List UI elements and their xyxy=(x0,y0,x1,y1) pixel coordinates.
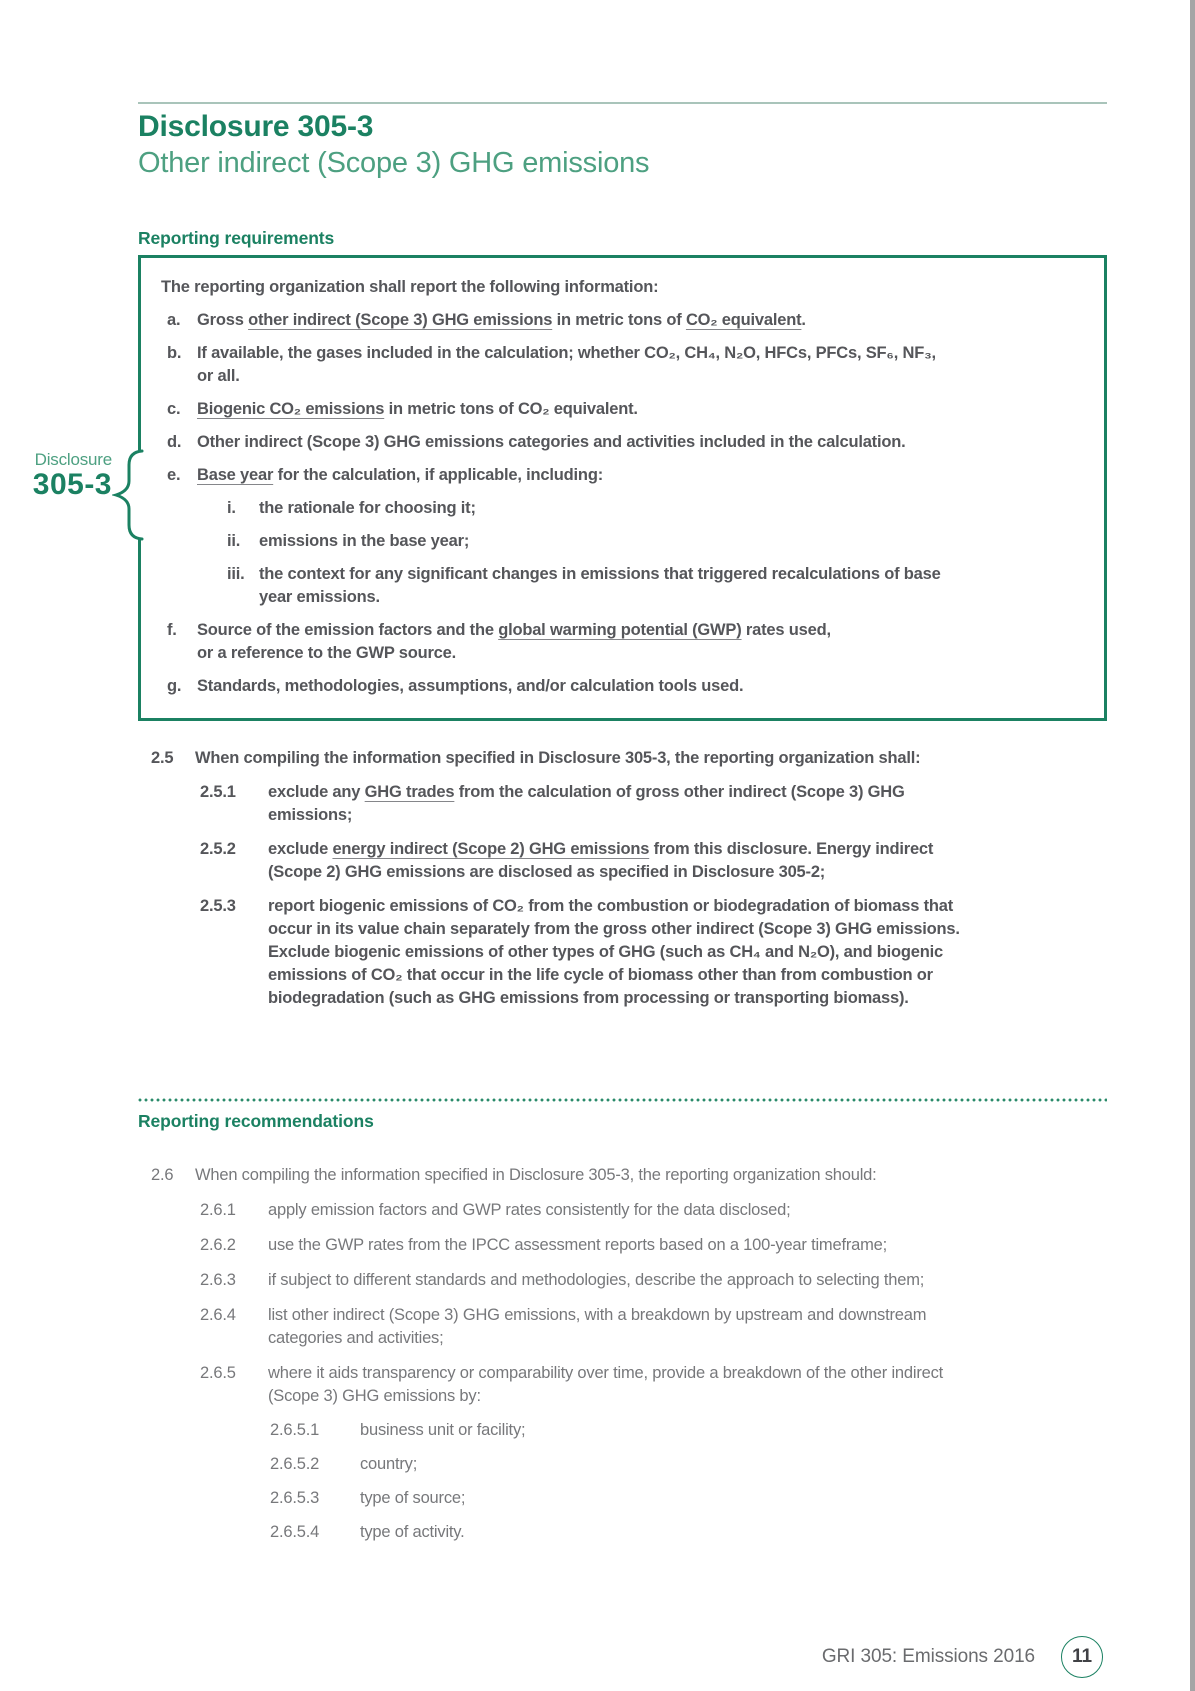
requirement-item xyxy=(161,464,1084,487)
requirement-subitem xyxy=(227,530,1084,553)
clause-item-number: 2.6.5.1 xyxy=(270,1421,320,1439)
requirement-subitem-number: iii. xyxy=(227,565,245,583)
requirement-item-text: Base year for the calculation, if applicable, including: xyxy=(197,466,603,484)
margin-label-word: Disclosure xyxy=(34,450,112,469)
clause-item-number: 2.5 xyxy=(151,749,174,767)
margin-label-number: 305-3 xyxy=(32,468,112,501)
clause-item-text: When compiling the information specified in Disclosure 305-3, the reporting organization shall: xyxy=(195,749,921,767)
clause-item-text: where it aids transparency or comparability over time, provide a breakdown of the other indirect (Scope 3) GHG emissions by: xyxy=(268,1364,944,1405)
header-rule xyxy=(138,102,1107,104)
page-subtitle: Other indirect (Scope 3) GHG emissions xyxy=(138,147,650,179)
clause-item-number: 2.5.1 xyxy=(200,783,236,801)
clause-item-number: 2.6.5.2 xyxy=(270,1455,320,1473)
requirement-item xyxy=(161,342,1084,388)
requirement-item-text: Other indirect (Scope 3) GHG emissions categories and activities included in the calculation. xyxy=(197,433,906,451)
requirements-list xyxy=(161,309,1084,698)
clause-item-number: 2.5.2 xyxy=(200,840,236,858)
requirement-subitem-text: the context for any significant changes in emissions that triggered recalculations of base year emissions. xyxy=(259,565,941,606)
requirement-item-text: Source of the emission factors and the global warming potential (GWP) rates used, or a reference to the GWP source. xyxy=(197,621,831,662)
reporting-requirements-heading: Reporting requirements xyxy=(138,228,335,248)
clause-item-text: list other indirect (Scope 3) GHG emissions, with a breakdown by upstream and downstream categories and activities; xyxy=(268,1306,927,1347)
requirement-subitem-number: ii. xyxy=(227,532,241,550)
clause-item-number: 2.6.5.4 xyxy=(270,1523,320,1541)
requirement-item xyxy=(161,398,1084,421)
reporting-requirements-box xyxy=(138,255,1107,721)
margin-disclosure-label xyxy=(8,451,112,500)
clause-item xyxy=(138,1453,1107,1476)
main-content xyxy=(138,0,1107,1544)
clause-item xyxy=(138,1362,1107,1408)
clause-item-text: use the GWP rates from the IPCC assessment reports based on a 100-year timeframe; xyxy=(268,1236,888,1254)
requirement-subitem xyxy=(227,497,1084,520)
page-number-badge: 11 xyxy=(1061,1636,1103,1678)
requirement-item-text: Gross other indirect (Scope 3) GHG emissions in metric tons of CO₂ equivalent. xyxy=(197,311,806,329)
clause-item xyxy=(138,1269,1107,1292)
clause-item-text: business unit or facility; xyxy=(360,1421,526,1439)
clause-item-text: report biogenic emissions of CO₂ from the combustion or biodegradation of biomass that occur in its value chain separately from the gross other indirect (Scope 3) GHG emissions. Exclude biogenic emissions of other types of GHG (such as CH₄ and N₂O), and biogenic emissions of CO₂ that occur in the life cycle of biomass other than from combustion or biodegradation (such as GHG emissions from processing or transporting biomass). xyxy=(268,897,960,1007)
clause-item-number: 2.6 xyxy=(151,1166,174,1184)
curly-brace-icon xyxy=(112,448,144,542)
requirement-subitem-text: the rationale for choosing it; xyxy=(259,499,476,517)
requirement-subitem-text: emissions in the base year; xyxy=(259,532,470,550)
requirement-item-number: e. xyxy=(167,466,181,484)
requirement-item-number: d. xyxy=(167,433,182,451)
clause-item-number: 2.6.5 xyxy=(200,1364,236,1382)
clause-item xyxy=(138,1304,1107,1350)
clause-item xyxy=(138,747,1107,770)
clause-item-number: 2.6.1 xyxy=(200,1201,236,1219)
clause-2-5 xyxy=(138,747,1107,1010)
clause-item xyxy=(138,781,1107,827)
page-edge-shadow xyxy=(1190,0,1195,1691)
requirement-subitem xyxy=(227,563,1084,609)
clause-item xyxy=(138,1521,1107,1544)
clause-item-text: type of activity. xyxy=(360,1523,465,1541)
requirement-item-number: a. xyxy=(167,311,181,329)
clause-item xyxy=(138,1164,1107,1187)
requirement-item xyxy=(161,309,1084,332)
clause-item-number: 2.6.4 xyxy=(200,1306,236,1324)
page-title: Disclosure 305-3 xyxy=(138,110,374,143)
clause-item-text: country; xyxy=(360,1455,418,1473)
requirement-item-text: Standards, methodologies, assumptions, and/or calculation tools used. xyxy=(197,677,744,695)
clause-item xyxy=(138,895,1107,1010)
clause-item-number: 2.6.5.3 xyxy=(270,1489,320,1507)
page-footer xyxy=(822,1636,1103,1678)
clause-item-text: When compiling the information specified in Disclosure 305-3, the reporting organization should: xyxy=(195,1166,877,1184)
clause-item-number: 2.5.3 xyxy=(200,897,236,915)
clause-item-text: exclude any GHG trades from the calculation of gross other indirect (Scope 3) GHG emissions; xyxy=(268,783,905,824)
requirement-item xyxy=(161,619,1084,665)
requirements-intro: The reporting organization shall report the following information: xyxy=(161,278,659,296)
requirement-item xyxy=(161,675,1084,698)
requirement-item-number: f. xyxy=(167,621,177,639)
footer-document-title: GRI 305: Emissions 2016 xyxy=(821,1646,1035,1667)
clause-item xyxy=(138,1419,1107,1442)
clause-item-text: apply emission factors and GWP rates consistently for the data disclosed; xyxy=(268,1201,791,1219)
requirement-item-text: Biogenic CO₂ emissions in metric tons of CO₂ equivalent. xyxy=(197,400,638,418)
clause-item xyxy=(138,1199,1107,1222)
clause-item xyxy=(138,1487,1107,1510)
requirement-item-number: g. xyxy=(167,677,182,695)
clause-item-number: 2.6.3 xyxy=(200,1271,236,1289)
requirement-item-number: c. xyxy=(167,400,181,418)
clause-item-text: type of source; xyxy=(360,1489,466,1507)
dotted-divider xyxy=(138,1098,1107,1102)
clause-item-number: 2.6.2 xyxy=(200,1236,236,1254)
requirement-item-text: If available, the gases included in the calculation; whether CO₂, CH₄, N₂O, HFCs, PFCs, SF₆, NF₃, or all. xyxy=(197,344,936,385)
reporting-recommendations-heading: Reporting recommendations xyxy=(138,1111,374,1131)
requirement-item xyxy=(161,431,1084,454)
requirement-item-number: b. xyxy=(167,344,182,362)
clause-item xyxy=(138,1234,1107,1257)
clause-item-text: exclude energy indirect (Scope 2) GHG emissions from this disclosure. Energy indirect (Scope 2) GHG emissions are disclosed as specified in Disclosure 305-2; xyxy=(268,840,934,881)
requirement-subitem-number: i. xyxy=(227,499,236,517)
clause-2-6 xyxy=(138,1164,1107,1544)
clause-item-text: if subject to different standards and methodologies, describe the approach to selecting them; xyxy=(268,1271,925,1289)
clause-item xyxy=(138,838,1107,884)
